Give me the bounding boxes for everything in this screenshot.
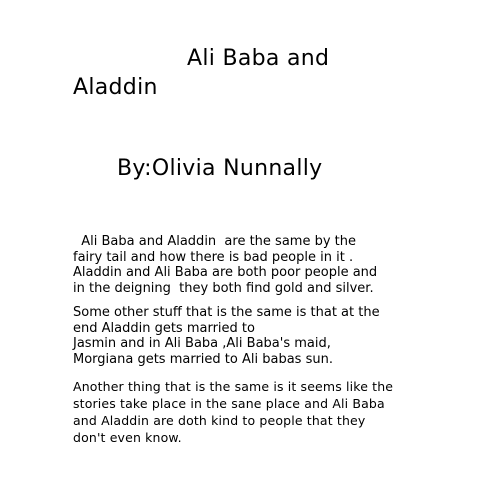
paragraph-line: fairy tail and how there is bad people in it . bbox=[73, 249, 354, 265]
paragraph-line: end Aladdin gets married to bbox=[73, 320, 255, 336]
paragraph-3 bbox=[73, 378, 433, 446]
paragraph-line: Some other stuff that is the same is that at the bbox=[73, 305, 380, 320]
paragraph-line: Another thing that is the same is it seems like the bbox=[73, 379, 394, 394]
author-byline: By:Olivia Nunnally bbox=[117, 156, 323, 181]
paragraph-line: in the deigning they both find gold and silver. bbox=[73, 280, 374, 296]
paragraph-line: stories take place in the sane place and Ali Baba bbox=[73, 396, 385, 411]
paragraph-line: Aladdin and Ali Baba are both poor people and bbox=[73, 265, 378, 280]
paragraph-line: Morgiana gets married to Ali babas sun. bbox=[73, 351, 333, 367]
paragraph-line: Ali Baba and Aladdin are the same by the bbox=[73, 234, 356, 249]
paragraph-2 bbox=[73, 305, 433, 367]
document-title-line-2: Aladdin bbox=[73, 75, 158, 100]
paragraph-line: Jasmin and in Ali Baba ,Ali Baba's maid, bbox=[73, 336, 331, 351]
paragraph-line: and Aladdin are doth kind to people that they bbox=[73, 413, 366, 428]
paragraph-1 bbox=[73, 234, 433, 296]
paragraph-line: don't even know. bbox=[73, 430, 182, 445]
document-title-line-1: Ali Baba and bbox=[187, 46, 330, 71]
